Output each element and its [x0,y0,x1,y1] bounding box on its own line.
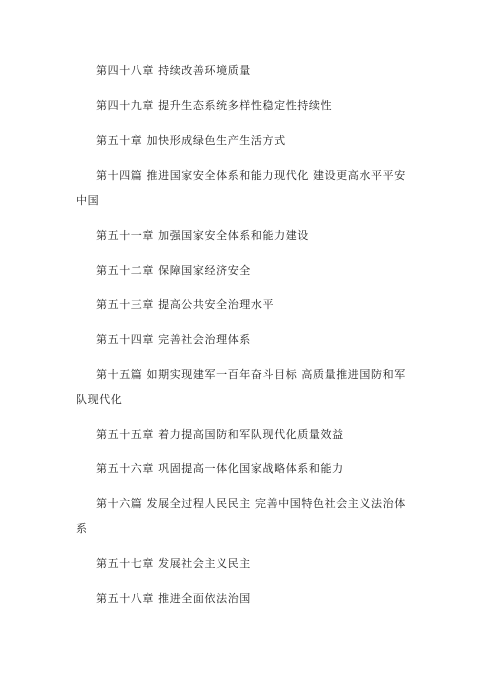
chapter-51: 第五十一章 加强国家安全体系和能力建设 [96,229,309,242]
chapter-50: 第五十章 加快形成绿色生产生活方式 [96,134,286,147]
chapter-56: 第五十六章 巩固提高一体化国家战略体系和能力 [96,462,344,475]
chapter-53: 第五十三章 提高公共安全治理水平 [96,298,275,311]
part-14-heading: 第十四篇 推进国家安全体系和能力现代化 建设更高水平平安中国 [76,169,406,207]
chapter-58: 第五十八章 推进全面依法治国 [96,592,251,605]
part-16-heading: 第十六篇 发展全过程人民民主 完善中国特色社会主义法治体系 [76,497,406,535]
chapter-48: 第四十八章 持续改善环境质量 [96,64,251,77]
chapter-52: 第五十二章 保障国家经济安全 [96,264,251,277]
chapter-54: 第五十四章 完善社会治理体系 [96,333,251,346]
chapter-49: 第四十九章 提升生态系统多样性稳定性持续性 [96,99,333,112]
chapter-57: 第五十七章 发展社会主义民主 [96,557,251,570]
chapter-55: 第五十五章 着力提高国防和军队现代化质量效益 [96,428,344,441]
part-15-heading: 第十五篇 如期实现建军一百年奋斗目标 高质量推进国防和军队现代化 [76,368,406,406]
